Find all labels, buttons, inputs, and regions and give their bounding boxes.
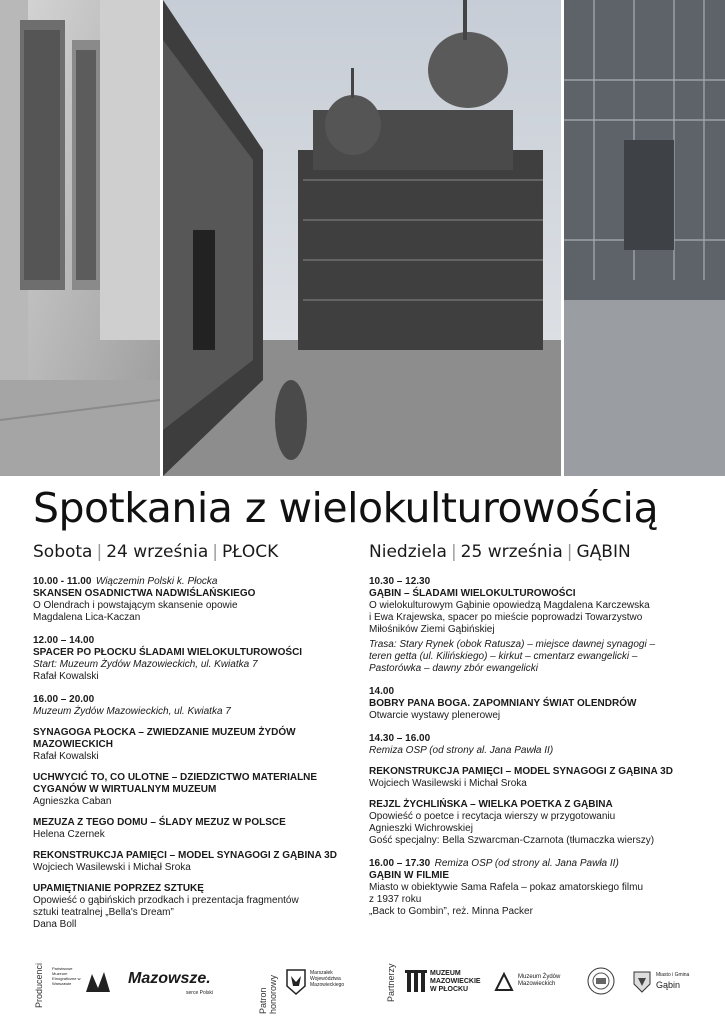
event-description-line: i Ewa Krajewska, spacer po mieście poprowadzi Towarzystwo bbox=[369, 612, 643, 623]
photo-wooden-porch bbox=[564, 0, 725, 476]
marshal-logo-text: Marszałek Województwa Mazowieckiego bbox=[310, 970, 345, 988]
event-heading: SPACER PO PŁOCKU ŚLADAMI WIELOKULTUROWOŚCI bbox=[33, 647, 303, 658]
event-description-line: Miłośników Ziemi Gąbińskiej bbox=[369, 624, 495, 635]
round-seal-icon bbox=[586, 966, 616, 1001]
event-start-location: Start: Muzeum Żydów Mazowieckich, ul. Kwiatka 7 bbox=[33, 659, 258, 670]
partners-label: Partnerzy bbox=[386, 963, 396, 1002]
day-city: GĄBIN bbox=[576, 542, 631, 562]
event-heading: MEZUZA Z TEGO DOMU – ŚLADY MEZUZ W POLSCE bbox=[33, 817, 286, 828]
event-item bbox=[369, 574, 699, 675]
day-date: 24 września bbox=[106, 542, 209, 562]
event-item bbox=[369, 856, 699, 918]
event-time: 14.30 – 16.00 bbox=[369, 733, 431, 744]
event-heading: UCHWYCIĆ TO, CO ULOTNE – DZIEDZICTWO MATERIALNE CYGANÓW W WIRTUALNYM MUZEUM bbox=[33, 772, 318, 795]
event-heading: UPAMIĘTNIANIE POPRZEZ SZTUKĘ bbox=[33, 883, 204, 894]
ethnographic-museum-icon bbox=[82, 968, 114, 1001]
event-venue: Muzeum Żydów Mazowieckich, ul. Kwiatka 7 bbox=[33, 706, 231, 717]
event-description-line: O Olendrach i powstającym skansenie opowie bbox=[33, 600, 238, 611]
photo-synagogue-street bbox=[163, 0, 561, 476]
event-description-line: Opowieść o gąbińskich przodkach i prezentacja fragmentów bbox=[33, 895, 299, 906]
event-location: Remiza OSP (od strony al. Jana Pawła II) bbox=[434, 858, 619, 869]
event-time: 12.00 – 14.00 bbox=[33, 635, 95, 646]
event-description-line: Opowieść o poetce i recytacja wierszy w przygotowaniu bbox=[369, 811, 616, 822]
event-time: 10.30 – 12.30 bbox=[369, 576, 431, 587]
event-time: 16.00 – 17.30 bbox=[369, 858, 431, 869]
event-heading: BOBRY PANA BOGA. ZAPOMNIANY ŚWIAT OLENDRÓW bbox=[369, 698, 637, 709]
page-title: Spotkania z wielokulturowością bbox=[33, 484, 659, 532]
muzeum-mazowieckie-text: MUZEUM MAZOWIECKIE W PŁOCKU bbox=[430, 970, 481, 993]
mazowsze-logo: Mazowsze. bbox=[128, 970, 211, 987]
event-item bbox=[369, 766, 699, 790]
photo-old-street-wall bbox=[0, 0, 160, 476]
day-name: Niedziela bbox=[369, 542, 447, 562]
event-heading: GĄBIN W FILMIE bbox=[369, 870, 449, 881]
event-heading: GĄBIN – ŚLADAMI WIELOKULTUROWOŚCI bbox=[369, 588, 576, 599]
event-time: 14.00 bbox=[369, 686, 395, 697]
event-venue: Remiza OSP (od strony al. Jana Pawła II) bbox=[369, 745, 554, 756]
event-description-line: Rafał Kowalski bbox=[33, 751, 99, 762]
event-time: 16.00 – 20.00 bbox=[33, 694, 95, 705]
event-item bbox=[33, 727, 363, 763]
event-description-line: Wojciech Wasilewski i Michał Sroka bbox=[33, 862, 191, 873]
partners-footer bbox=[0, 952, 725, 1024]
day-name: Sobota bbox=[33, 542, 93, 562]
muzeum-mazowieckie-logo bbox=[405, 968, 427, 999]
event-description-line: Miasto w obiektywie Sama Rafela – pokaz amatorskiego filmu bbox=[369, 882, 644, 893]
event-description-line: Helena Czernek bbox=[33, 829, 105, 840]
event-item bbox=[33, 850, 363, 874]
day-city: PŁOCK bbox=[222, 542, 279, 562]
ethnographic-museum-logo: Państwowe Muzeum Etnograficzne w Warszawie bbox=[52, 966, 81, 986]
sunday-header: Niedziela | 25 września | GĄBIN bbox=[369, 542, 631, 562]
gabin-crest-icon bbox=[632, 970, 652, 999]
muzeum-zydow-icon bbox=[494, 972, 514, 997]
producers-label: Producenci bbox=[34, 962, 44, 1008]
sunday-column bbox=[369, 542, 699, 927]
event-heading: SYNAGOGA PŁOCKA – ZWIEDZANIE MUZEUM ŻYDÓW MAZOWIECKICH bbox=[33, 727, 296, 750]
photo-collage bbox=[0, 0, 725, 476]
event-item bbox=[33, 772, 363, 808]
event-description-line: Agnieszki Wichrowskiej bbox=[369, 823, 473, 834]
mazowsze-subtitle: serce Polski bbox=[186, 990, 213, 996]
day-date: 25 września bbox=[460, 542, 563, 562]
event-item bbox=[33, 574, 363, 624]
event-item bbox=[369, 799, 699, 847]
event-time: 10.00 - 11.00 bbox=[33, 576, 92, 587]
event-heading: SKANSEN OSADNICTWA NADWIŚLAŃSKIEGO bbox=[33, 588, 256, 599]
gabin-name: Gąbin bbox=[656, 980, 681, 990]
event-description-line: Agnieszka Caban bbox=[33, 796, 112, 807]
event-description-line: „Back to Gombin”, reż. Minna Packer bbox=[369, 906, 533, 917]
route-note-line: Pastorówka – dawny zbór ewangelicki bbox=[369, 663, 538, 674]
event-item bbox=[369, 684, 699, 722]
event-description-line: Magdalena Lica-Kaczan bbox=[33, 612, 141, 623]
event-item bbox=[33, 692, 363, 718]
event-item bbox=[33, 883, 363, 931]
event-description-line: O wielokulturowym Gąbinie opowiedzą Magdalena Karczewska bbox=[369, 600, 650, 611]
saturday-column bbox=[33, 542, 363, 940]
event-description-line: Otwarcie wystawy plenerowej bbox=[369, 710, 501, 721]
saturday-header: Sobota | 24 września | PŁOCK bbox=[33, 542, 279, 562]
event-item bbox=[369, 731, 699, 757]
route-note-line: Trasa: Stary Rynek (obok Ratusza) – miejsce dawnej synagogi – bbox=[369, 639, 656, 650]
event-description-line: sztuki teatralnej „Bella's Dream” bbox=[33, 907, 174, 918]
patron-label: Patron honorowy bbox=[258, 974, 278, 1014]
event-heading: REKONSTRUKCJA PAMIĘCI – MODEL SYNAGOGI Z GĄBINA 3D bbox=[369, 766, 673, 777]
event-description-line: Wojciech Wasilewski i Michał Sroka bbox=[369, 778, 527, 789]
gabin-city-label: Miasto i Gmina bbox=[656, 972, 690, 978]
event-location: Wiączemin Polski k. Płocka bbox=[95, 576, 218, 587]
event-description-line: Rafał Kowalski bbox=[33, 671, 99, 682]
muzeum-zydow-text: Muzeum Żydów Mazowieckich bbox=[518, 974, 561, 987]
event-heading: REKONSTRUKCJA PAMIĘCI – MODEL SYNAGOGI Z GĄBINA 3D bbox=[33, 850, 337, 861]
route-note-line: teren getta (ul. Kilińskiego) – kirkut – cmentarz ewangelicki – bbox=[369, 651, 638, 662]
event-item bbox=[33, 817, 363, 841]
event-item bbox=[33, 633, 363, 683]
event-heading: REJZL ŻYCHLIŃSKA – WIELKA POETKA Z GĄBINA bbox=[369, 799, 613, 810]
event-route-note bbox=[369, 639, 699, 675]
event-description-line: Dana Boll bbox=[33, 919, 77, 930]
eagle-crest-icon bbox=[285, 968, 307, 1001]
event-description-line: z 1937 roku bbox=[369, 894, 422, 905]
event-description-line: Gość specjalny: Bella Szwarcman-Czarnota (tłumaczka wierszy) bbox=[369, 835, 655, 846]
